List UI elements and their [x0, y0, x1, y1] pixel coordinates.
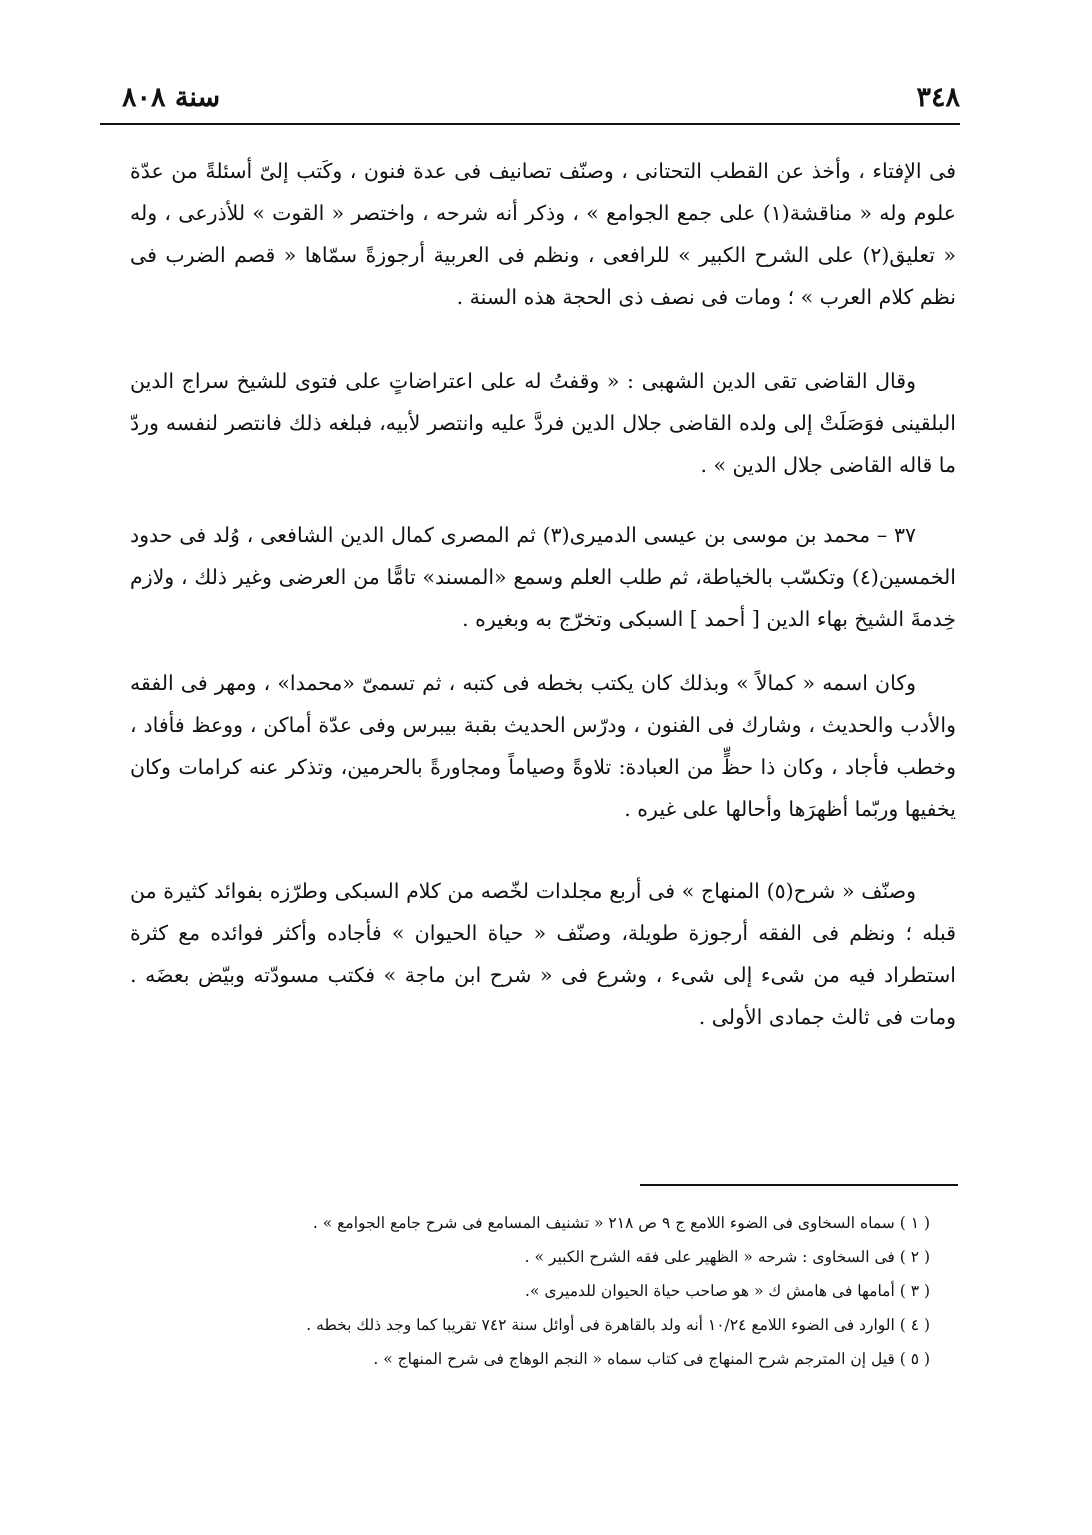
- page-number: ٣٤٨: [916, 82, 960, 113]
- footnote-separator: [640, 1184, 958, 1186]
- footnotes: [150, 1206, 930, 1376]
- footnote: ( ٣ ) أمامها فى هامش ك « هو صاحب حياة الحيوان للدميرى ».: [525, 1282, 930, 1300]
- paragraph: فى الإفتاء ، وأخذ عن القطب التحتانى ، وصنّف تصانيف فى عدة فنون ، وكَتب إلىّ أسئلةً من عدّة علوم وله « مناقشة(١) على جمع الجوامع » ، وذكر أنه شرحه ، واختصر « القوت » للأذرعى ، وله « تعليق(٢) على الشرح الكبير » للرافعى ، ونظم فى العربية أرجوزةً سمّاها « قصم الضرب فى نظم كلام العرب » ؛ ومات فى نصف ذى الحجة هذه السنة .: [130, 159, 956, 309]
- footnote: ( ١ ) سماه السخاوى فى الضوء اللامع ج ٩ ص ٢١٨ « تشنيف المسامع فى شرح جامع الجوامع » .: [312, 1214, 930, 1232]
- main-text: [130, 150, 956, 1038]
- footnote: ( ٥ ) قيل إن المترجم شرح المنهاج فى كتاب سماه « النجم الوهاج فى شرح المنهاج » .: [373, 1350, 930, 1368]
- running-title-year: سنة ٨٠٨: [122, 82, 221, 113]
- paragraph: وصنّف « شرح(٥) المنهاج » فى أربع مجلدات لخّصه من كلام السبكى وطرّزه بفوائد كثيرة من قبله ؛ ونظم فى الفقه أرجوزة طويلة، وصنّف « حياة الحيوان » فأجاده وأكثر فوائده مع كثرة استطراد فيه من شىء إلى شىء ، وشرع فى « شرح ابن ماجة » فكتب مسودّته وبيّض بعضَه . ومات فى ثالث جمادى الأولى .: [130, 879, 956, 1029]
- paragraph: ٣٧ – محمد بن موسى بن عيسى الدميرى(٣) ثم المصرى كمال الدين الشافعى ، وُلد فى حدود الخمسين(٤) وتكسّب بالخياطة، ثم طلب العلم وسمع «المسند» تامًّا من العرضى وغير ذلك ، ولازم خِدمةَ الشيخ بهاء الدين [ أحمد ] السبكى وتخرّج به وبغيره .: [130, 523, 956, 631]
- paragraph: وكان اسمه « كمالاً » وبذلك كان يكتب بخطه فى كتبه ، ثم تسمىّ «محمدا» ، ومهر فى الفقه والأدب والحديث ، وشارك فى الفنون ، ودرّس الحديث بقبة بيبرس وفى عدّة أماكن ، ووعظ فأفاد ، وخطب فأجاد ، وكان ذا حظٍّ من العبادة: تلاوةً وصياماً ومجاورةً بالحرمين، وتذكر عنه كرامات وكان يخفيها وربّما أظهرَها وأحالها على غيره .: [130, 671, 956, 821]
- paragraph: وقال القاضى تقى الدين الشهبى : « وقفتُ له على اعتراضاتٍ على فتوى للشيخ سراج الدين البلقينى فوَصَلَتْ إلى ولده القاضى جلال الدين فردَّ عليه وانتصر لأبيه، فبلغه ذلك فانتصر لنفسه وردّ ما قاله القاضى جلال الدين » .: [130, 369, 956, 477]
- footnote: ( ٢ ) فى السخاوى : شرحه « الظهير على فقه الشرح الكبير » .: [524, 1248, 930, 1266]
- running-header: [100, 82, 960, 122]
- header-rule: [100, 123, 960, 125]
- footnote: ( ٤ ) الوارد فى الضوء اللامع ١٠/٢٤ أنه ولد بالقاهرة فى أوائل سنة ٧٤٢ تقريبا كما وجد ذلك بخطه .: [306, 1316, 930, 1334]
